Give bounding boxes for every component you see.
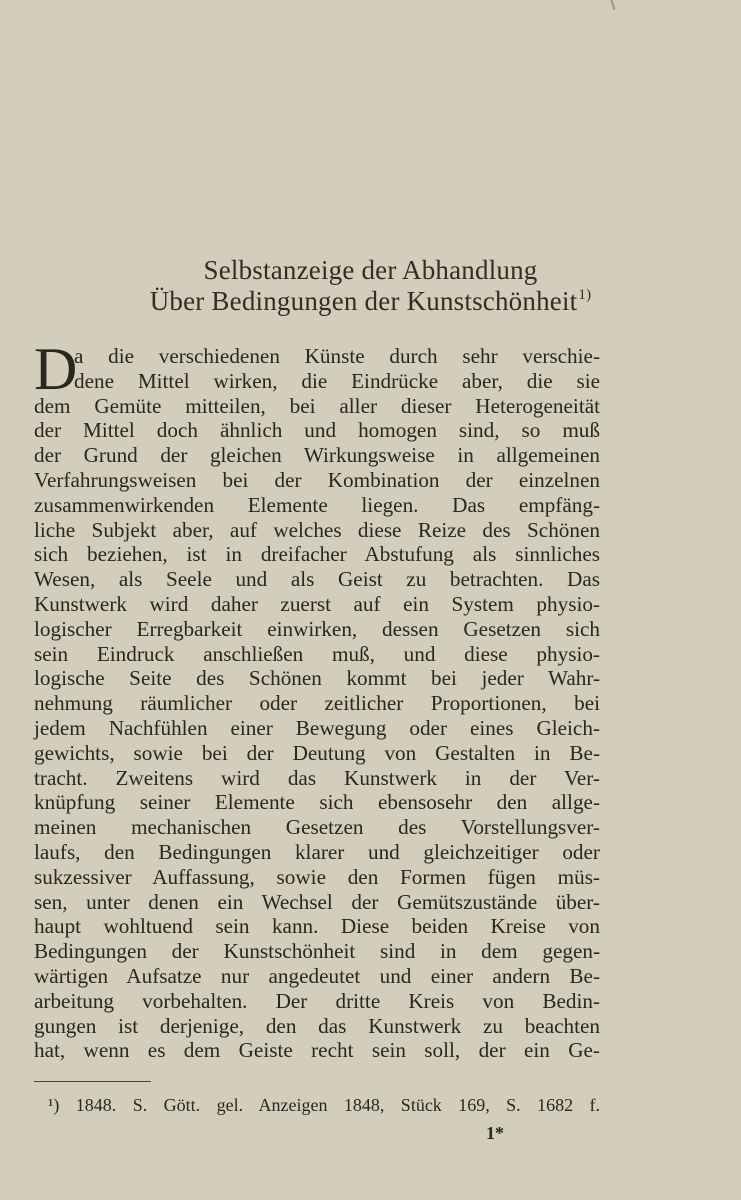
body-line: wärtigen Aufsatze nur angedeutet und einer andern Be-	[34, 963, 600, 988]
body-line: der Mittel doch ähnlich und homogen sind, so muß	[34, 418, 600, 443]
body-line: liche Subjekt aber, auf welches diese Reize des Schönen	[34, 517, 600, 542]
body-line: logischer Erregbarkeit einwirken, dessen Gesetzen sich	[34, 616, 600, 641]
page-edge-mark	[611, 0, 616, 10]
drop-cap: D	[34, 336, 78, 402]
title-line-1-text: Selbstanzeige der Abhandlung	[203, 255, 538, 285]
body-line: der Grund der gleichen Wirkungsweise in allgemeinen	[34, 443, 600, 468]
footnote: ¹) 1848. S. Gött. gel. Anzeigen 1848, Stück 169, S. 1682 f.	[48, 1095, 600, 1115]
body-line: tracht. Zweitens wird das Kunstwerk in der Ver-	[34, 765, 600, 790]
body-line: haupt wohltuend sein kann. Diese beiden Kreise von	[34, 914, 600, 939]
body-line: zusammenwirkenden Elemente liegen. Das empfäng-	[34, 492, 600, 517]
body-line: meinen mechanischen Gesetzen des Vorstellungsver-	[34, 815, 600, 840]
title-line-1	[0, 255, 741, 286]
body-line: sen, unter denen ein Wechsel der Gemütszustände über-	[34, 889, 600, 914]
body-line: gungen ist derjenige, den das Kunstwerk zu beachten	[34, 1013, 600, 1038]
body-line: Verfahrungsweisen bei der Kombination der einzelnen	[34, 467, 600, 492]
body-line: logische Seite des Schönen kommt bei jeder Wahr-	[34, 666, 600, 691]
body-line: arbeitung vorbehalten. Der dritte Kreis von Bedin-	[34, 988, 600, 1013]
body-line: sich beziehen, ist in dreifacher Abstufung als sinnliches	[34, 542, 600, 567]
body-line: Bedingungen der Kunstschönheit sind in dem gegen-	[34, 939, 600, 964]
footnote-rule	[34, 1081, 151, 1082]
body-line: jedem Nachfühlen einer Bewegung oder eines Gleich-	[34, 715, 600, 740]
signature-mark: 1*	[486, 1123, 504, 1143]
body-line: nehmung räumlicher oder zeitlicher Proportionen, bei	[34, 691, 600, 716]
title-footnote-marker: 1)	[578, 287, 592, 303]
body-line: knüpfung seiner Elemente sich ebensosehr den allge-	[34, 790, 600, 815]
body-line: Kunstwerk wird daher zuerst auf ein System physio-	[34, 591, 600, 616]
body-line: gewichts, sowie bei der Deutung von Gestalten in Be-	[34, 740, 600, 765]
body-line: sukzessiver Auffassung, sowie den Formen fügen müs-	[34, 864, 600, 889]
body-line: dem Gemüte mitteilen, bei aller dieser Heterogeneität	[34, 393, 600, 418]
body-paragraph	[34, 344, 600, 1063]
body-line: sein Eindruck anschließen muß, und diese physio-	[34, 641, 600, 666]
body-line: a die verschiedenen Künste durch sehr verschie-	[74, 344, 600, 368]
title-line-2	[0, 286, 741, 317]
body-line: Wesen, als Seele und als Geist zu betrachten. Das	[34, 567, 600, 592]
body-line: hat, wenn es dem Geiste recht sein soll, der ein Ge-	[34, 1038, 600, 1063]
title-line-2-text: Über Bedingungen der Kunstschönheit	[149, 286, 578, 316]
body-line: dene Mittel wirken, die Eindrücke aber, die sie	[74, 368, 600, 393]
body-line: laufs, den Bedingungen klarer und gleichzeitiger oder	[34, 839, 600, 864]
